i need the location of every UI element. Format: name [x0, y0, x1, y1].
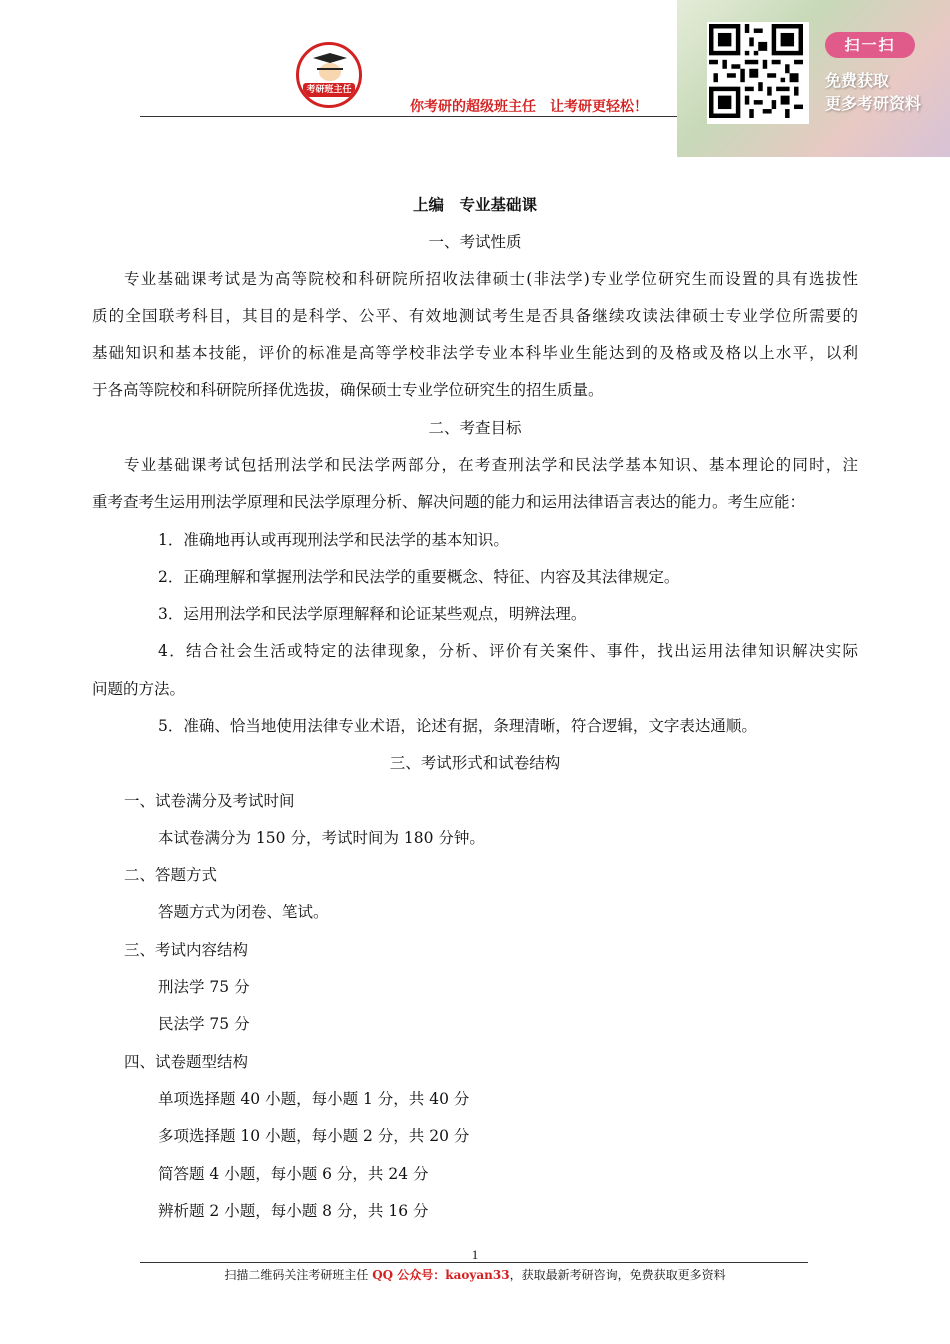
- subsection-title: 四、试卷题型结构: [124, 1053, 249, 1071]
- part-title: 上编 专业基础课: [412, 195, 537, 214]
- section-title-1: 一、考试性质: [428, 233, 522, 251]
- graduation-cap-icon: [313, 53, 347, 63]
- header-divider: [140, 116, 680, 117]
- question-type-item: 辨析题 2 小题，每小题 8 分，共 16 分: [158, 1202, 429, 1220]
- question-type-item: 单项选择题 40 小题，每小题 1 分，共 40 分: [158, 1090, 470, 1108]
- list-item: 5．准确、恰当地使用法律专业术语，论述有据，条理清晰，符合逻辑，文字表达通顺。: [158, 717, 757, 735]
- subsection-title: 一、试卷满分及考试时间: [124, 792, 295, 810]
- brand-logo: [296, 42, 362, 108]
- footer-qq-account: QQ 公众号：kaoyan33: [372, 1268, 510, 1282]
- question-type-item: 多项选择题 10 小题，每小题 2 分，共 20 分: [158, 1127, 470, 1145]
- footer-text-after: ，获取最新考研咨询，免费获取更多资料: [509, 1268, 726, 1282]
- logo-text: 考研班主任: [303, 83, 355, 97]
- paragraph-line: 专业基础课考试是为高等院校和科研院所招收法律硕士(非法学)专业学位研究生而设置的具有选拔性: [124, 270, 858, 288]
- score-item: 民法学 75 分: [158, 1015, 250, 1033]
- promo-text-1: 免费获取: [825, 71, 890, 90]
- paragraph-line: 质的全国联考科目，其目的是科学、公平、有效地测试考生是否具备继续攻读法律硕士专业学位所需要的: [92, 307, 858, 325]
- paragraph-line: 专业基础课考试包括刑法学和民法学两部分，在考查刑法学和民法学基本知识、基本理论的同时，注: [124, 456, 858, 474]
- footer-divider: [140, 1262, 808, 1263]
- subsection-text: 本试卷满分为 150 分，考试时间为 180 分钟。: [158, 829, 485, 847]
- question-type-item: 简答题 4 小题，每小题 6 分，共 24 分: [158, 1165, 429, 1183]
- promo-text-2: 更多考研资料: [825, 94, 922, 113]
- subsection-text: 答题方式为闭卷、笔试。: [158, 903, 329, 921]
- footer-text-before: 扫描二维码关注考研班主任: [224, 1268, 373, 1282]
- list-item: 问题的方法。: [92, 680, 186, 698]
- list-item: 3．运用刑法学和民法学原理解释和论证某些观点，明辨法理。: [158, 605, 587, 623]
- paragraph-line: 基础知识和基本技能，评价的标准是高等学校非法学专业本科毕业生能达到的及格或及格以上水平，以利: [92, 344, 858, 362]
- section-title-2: 二、考查目标: [428, 419, 522, 437]
- qr-code-icon[interactable]: [707, 22, 809, 124]
- page-number: 1: [471, 1247, 479, 1262]
- header-slogan: 你考研的超级班主任 让考研更轻松！: [410, 99, 648, 115]
- paragraph-line: 于各高等院校和科研院所择优选拔，确保硕士专业学位研究生的招生质量。: [92, 381, 604, 399]
- list-item: 4．结合社会生活或特定的法律现象，分析、评价有关案件、事件，找出运用法律知识解决实际: [158, 642, 858, 660]
- subsection-title: 三、考试内容结构: [124, 941, 249, 959]
- footer-text: [0, 1266, 950, 1283]
- section-title-3: 三、考试形式和试卷结构: [389, 754, 561, 772]
- list-item: 1．准确地再认或再现刑法学和民法学的基本知识。: [158, 531, 509, 549]
- promo-banner[interactable]: [677, 0, 950, 157]
- list-item: 2．正确理解和掌握刑法学和民法学的重要概念、特征、内容及其法律规定。: [158, 568, 680, 586]
- score-item: 刑法学 75 分: [158, 978, 250, 996]
- glasses-icon: [317, 68, 343, 76]
- paragraph-line: 重考查考生运用刑法学原理和民法学原理分析、解决问题的能力和运用法律语言表达的能力。考生应能：: [92, 493, 806, 511]
- scan-badge: 扫一扫: [825, 32, 915, 58]
- subsection-title: 二、答题方式: [124, 866, 218, 884]
